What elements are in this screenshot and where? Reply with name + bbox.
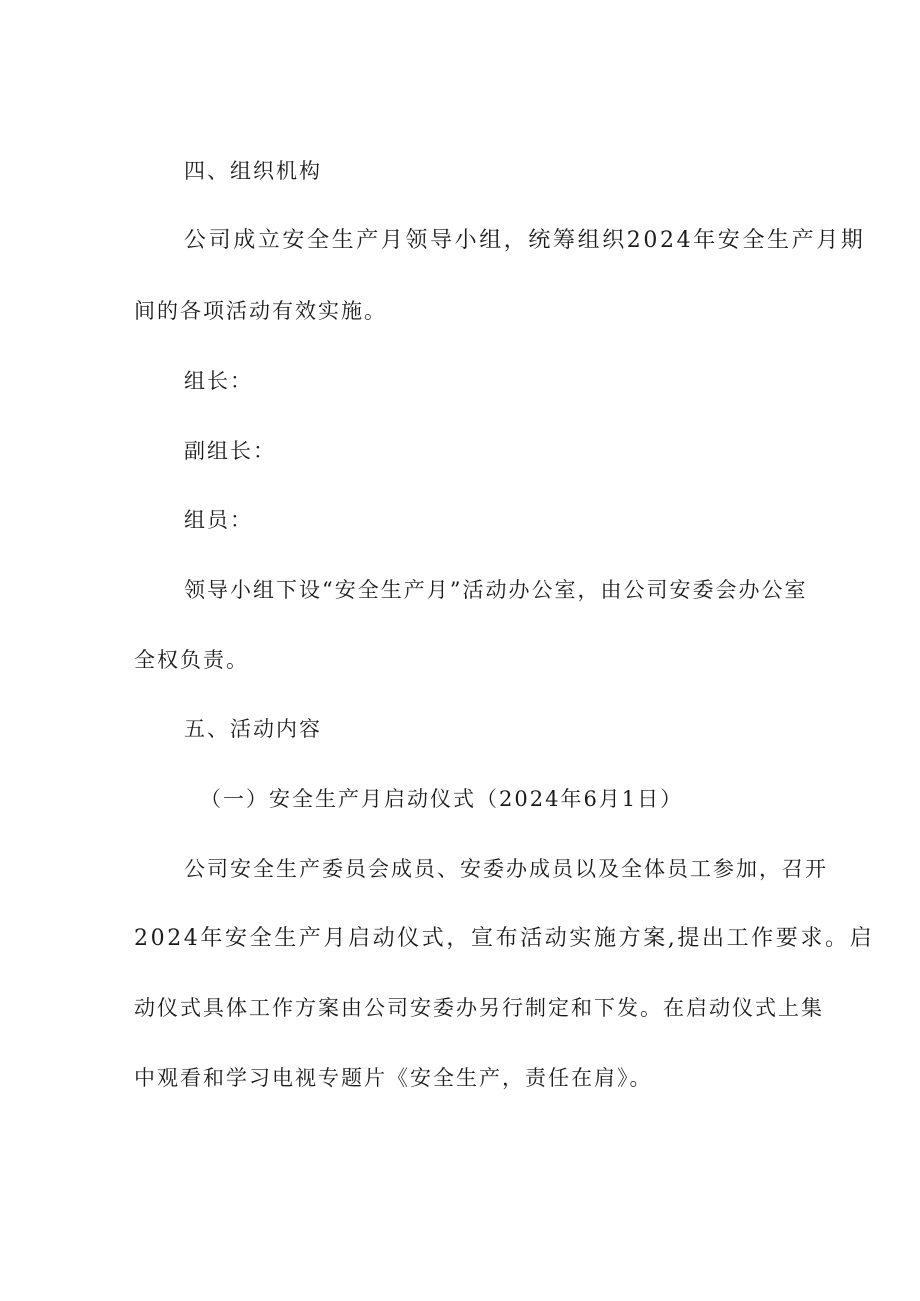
members-label: 组员： <box>184 508 253 532</box>
leader-label: 组长： <box>184 369 253 393</box>
section-4-heading: 四、组织机构 <box>184 159 322 183</box>
paragraph-2-line-2: 全权负责。 <box>134 648 249 672</box>
paragraph-3-line-1: 公司安全生产委员会成员、安委办成员以及全体员工参加，召开 <box>184 857 828 881</box>
paragraph-1-line-1: 公司成立安全生产月领导小组，统筹组织2024年安全生产月期 <box>184 228 866 253</box>
deputy-leader-label: 副组长： <box>184 439 276 463</box>
subsection-1-heading: （一）安全生产月启动仪式（2024年6月1日） <box>200 787 684 811</box>
section-5-heading: 五、活动内容 <box>184 717 322 741</box>
paragraph-3-line-2: 2024年安全生产月启动仪式，宣布活动实施方案,提出工作要求。启 <box>134 926 875 951</box>
paragraph-3-line-4: 中观看和学习电视专题片《安全生产，责任在肩》。 <box>134 1066 653 1090</box>
paragraph-1-line-2: 间的各项活动有效实施。 <box>134 299 387 323</box>
paragraph-2-line-1: 领导小组下设“安全生产月”活动办公室，由公司安委会办公室 <box>184 578 808 602</box>
paragraph-3-line-3: 动仪式具体工作方案由公司安委办另行制定和下发。在启动仪式上集 <box>134 996 824 1020</box>
